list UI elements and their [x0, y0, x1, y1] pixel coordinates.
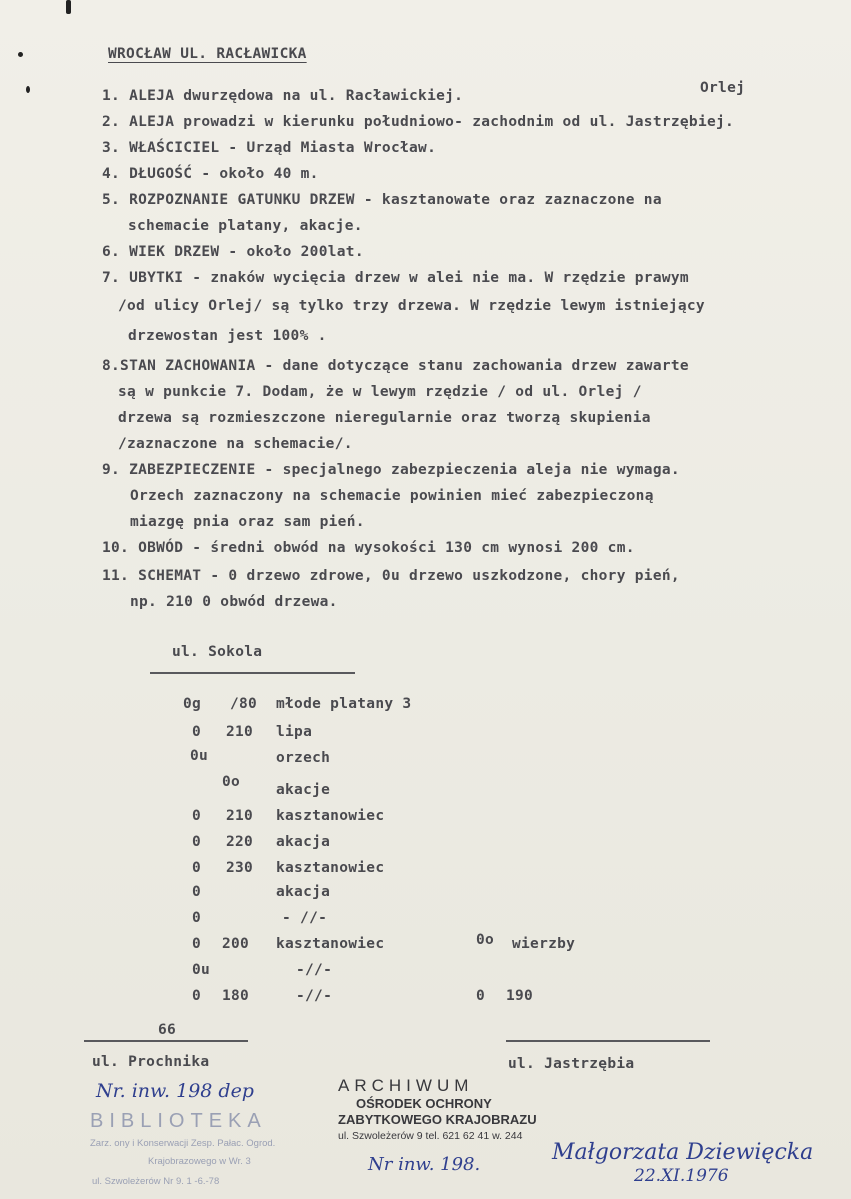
item-line: 9. ZABEZPIECZENIE - specjalnego zabezpieczenia aleja nie wymaga.: [102, 462, 680, 478]
library-stamp-line2: Krajobrazowego w Wr. 3: [148, 1156, 251, 1167]
item-line: 2. ALEJA prowadzi w kierunku południowo- zachodnim od ul. Jastrzębiej.: [102, 114, 735, 130]
tree-circumference: 180: [222, 988, 250, 1004]
item-line: 3. WŁAŚCICIEL - Urząd Miasta Wrocław.: [102, 140, 437, 156]
archive-stamp-line2: ZABYTKOWEGO KRAJOBRAZU: [338, 1112, 537, 1127]
tree-symbol: 0: [192, 808, 202, 824]
item-line: 8.STAN ZACHOWANIA - dane dotyczące stanu zachowania drzew zawarte: [102, 358, 689, 374]
tree-species: - //-: [282, 910, 328, 926]
item-line: 5. ROZPOZNANIE GATUNKU DRZEW - kasztanowate oraz zaznaczone na: [102, 192, 662, 208]
tree-circumference: 210: [226, 808, 254, 824]
street-line-top: [150, 672, 355, 674]
tree-species: kasztanowiec: [276, 936, 385, 952]
tree-species: -//-: [296, 962, 333, 978]
archive-stamp-title: ARCHIWUM: [338, 1076, 474, 1095]
item-line: np. 210 0 obwód drzewa.: [130, 594, 338, 610]
tree-symbol: 0o: [222, 774, 241, 790]
library-stamp-line3: ul. Szwoleżerów Nr 9. 1 -6.-78: [92, 1176, 220, 1187]
tree-symbol: 0: [192, 860, 202, 876]
tree-species: kasztanowiec: [276, 860, 385, 876]
item-line: /od ulicy Orlej/ są tylko trzy drzewa. W rzędzie lewym istniejący: [118, 298, 705, 314]
tree-species: akacje: [276, 782, 331, 798]
tree-circumference: 200: [222, 936, 250, 952]
street-label-top: ul. Sokola: [172, 644, 263, 660]
tree-species: akacja: [276, 884, 331, 900]
tree-symbol: 0g: [183, 696, 202, 712]
inventory-number-center: Nr inw. 198.: [368, 1154, 481, 1175]
tree-species: młode platany 3: [276, 696, 412, 712]
item-line: 4. DŁUGOŚĆ - około 40 m.: [102, 166, 319, 182]
tree-circumference: 220: [226, 834, 254, 850]
tree-species: akacja: [276, 834, 331, 850]
tree-symbol: 0: [192, 988, 202, 1004]
item-line: 11. SCHEMAT - 0 drzewo zdrowe, 0u drzewo uszkodzone, chory pień,: [102, 568, 680, 584]
item-line: schemacie platany, akacje.: [128, 218, 363, 234]
binding-mark: [26, 86, 30, 93]
archive-stamp-line1: OŚRODEK OCHRONY: [356, 1096, 492, 1111]
item-line: 10. OBWÓD - średni obwód na wysokości 130 cm wynosi 200 cm.: [102, 540, 635, 556]
correction-note: Orlej: [700, 80, 746, 96]
tree-circumference: 230: [226, 860, 254, 876]
item-line: drzewa są rozmieszczone nieregularnie oraz tworzą skupienia: [118, 410, 651, 426]
item-line: drzewostan jest 100% .: [128, 328, 327, 344]
tree-symbol: 0: [192, 724, 202, 740]
tree-circumference: /80: [230, 696, 258, 712]
inventory-number-left: Nr. inw. 198 dep: [96, 1080, 254, 1102]
street-label-bottom-left: ul. Prochnika: [92, 1054, 210, 1070]
tree-species: lipa: [276, 724, 313, 740]
library-stamp-title: BIBLIOTEKA: [90, 1110, 267, 1132]
street-line-bottom-left: [84, 1040, 248, 1042]
tree-species: orzech: [276, 750, 331, 766]
item-line: 1. ALEJA dwurzędowa na ul. Racławickiej.: [102, 88, 464, 104]
binding-mark: [18, 52, 23, 57]
item-line: Orzech zaznaczony na schemacie powinien mieć zabezpieczoną: [130, 488, 654, 504]
signature-date: 22.XI.1976: [634, 1166, 729, 1186]
tree-circumference: 190: [506, 988, 534, 1004]
tree-circumference: 210: [226, 724, 254, 740]
item-line: 6. WIEK DRZEW - około 200lat.: [102, 244, 364, 260]
tree-symbol: 0: [192, 936, 202, 952]
tree-species: -//-: [296, 988, 333, 1004]
binding-mark: [66, 0, 71, 14]
street-label-bottom-right: ul. Jastrzębia: [508, 1056, 635, 1072]
tree-species: kasztanowiec: [276, 808, 385, 824]
tree-symbol: 0o: [476, 932, 495, 948]
tree-symbol: 0: [192, 910, 202, 926]
tree-symbol: 0: [476, 988, 486, 1004]
tree-symbol: 0u: [192, 962, 211, 978]
library-stamp-line1: Zarz. ony i Konserwacji Zesp. Pałac. Ogrod.: [90, 1138, 276, 1149]
item-line: miazgę pnia oraz sam pień.: [130, 514, 365, 530]
item-line: 7. UBYTKI - znaków wycięcia drzew w alei nie ma. W rzędzie prawym: [102, 270, 689, 286]
street-line-bottom-right: [506, 1040, 710, 1042]
tree-species: wierzby: [512, 936, 576, 952]
tree-symbol: 0: [192, 834, 202, 850]
signature: Małgorzata Dziewięcka: [552, 1140, 814, 1165]
item-line: /zaznaczone na schemacie/.: [118, 436, 353, 452]
page-title: WROCŁAW UL. RACŁAWICKA: [108, 46, 307, 62]
tree-symbol: 66: [158, 1022, 177, 1038]
archive-stamp-address: ul. Szwoleżerów 9 tel. 621 62 41 w. 244: [338, 1130, 523, 1142]
item-line: są w punkcie 7. Dodam, że w lewym rzędzie / od ul. Orlej /: [118, 384, 642, 400]
tree-symbol: 0u: [190, 748, 209, 764]
tree-symbol: 0: [192, 884, 202, 900]
